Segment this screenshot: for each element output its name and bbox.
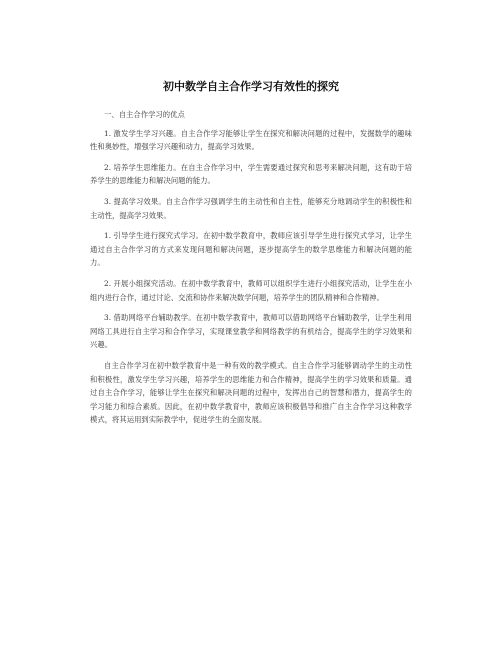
body-paragraph: 1. 激发学生学习兴趣。自主合作学习能够让学生在探究和解决问题的过程中，发掘数学的趣味性和奥妙性，增强学习兴趣和动力，提高学习效果。 — [90, 128, 412, 152]
body-paragraph: 2. 开展小组探究活动。在初中数学教育中，教师可以组织学生进行小组探究活动，让学生在小组内进行合作，通过讨论、交流和协作来解决数学问题，培养学生的团队精神和合作精神。 — [90, 278, 412, 302]
document-body — [90, 108, 412, 434]
body-paragraph: 2. 培养学生思维能力。在自主合作学习中，学生需要通过探究和思考来解决问题，这有助于培养学生的思维能力和解决问题的能力。 — [90, 162, 412, 186]
document-title: 初中数学自主合作学习有效性的探究 — [163, 80, 339, 93]
body-paragraph: 3. 借助网络平台辅助教学。在初中数学教育中，教师可以借助网络平台辅助教学，让学生利用网络工具进行自主学习和合作学习，实现课堂教学和网络教学的有机结合，提高学生的学习效果和兴趣。 — [90, 313, 412, 350]
body-paragraph: 3. 提高学习效果。自主合作学习强调学生的主动性和自主性，能够充分地调动学生的积极性和主动性，提高学习效果。 — [90, 196, 412, 220]
conclusion-paragraph: 自主合作学习在初中数学教育中是一种有效的教学模式。自主合作学习能够调动学生的主动性和积极性，激发学生学习兴趣，培养学生的思维能力和合作精神，提高学生的学习效果和质量。通过自主合作学习，能够让学生在探究和解决问题的过程中，发挥出自己的智慧和潜力，提高学生的学习能力和综合素质。因此，在初中数学教育中，教师应该积极倡导和推广自主合作学习这种教学模式，将其运用到实际教学中，促进学生的全面发展。 — [90, 360, 412, 425]
body-paragraph: 1. 引导学生进行探究式学习。在初中数学教育中，教师应该引导学生进行探究式学习，让学生通过自主合作学习的方式来发现问题和解决问题，逐步提高学生的数学思维能力和解决问题的能力。 — [90, 231, 412, 268]
section-heading: 一、自主合作学习的优点 — [104, 110, 185, 119]
